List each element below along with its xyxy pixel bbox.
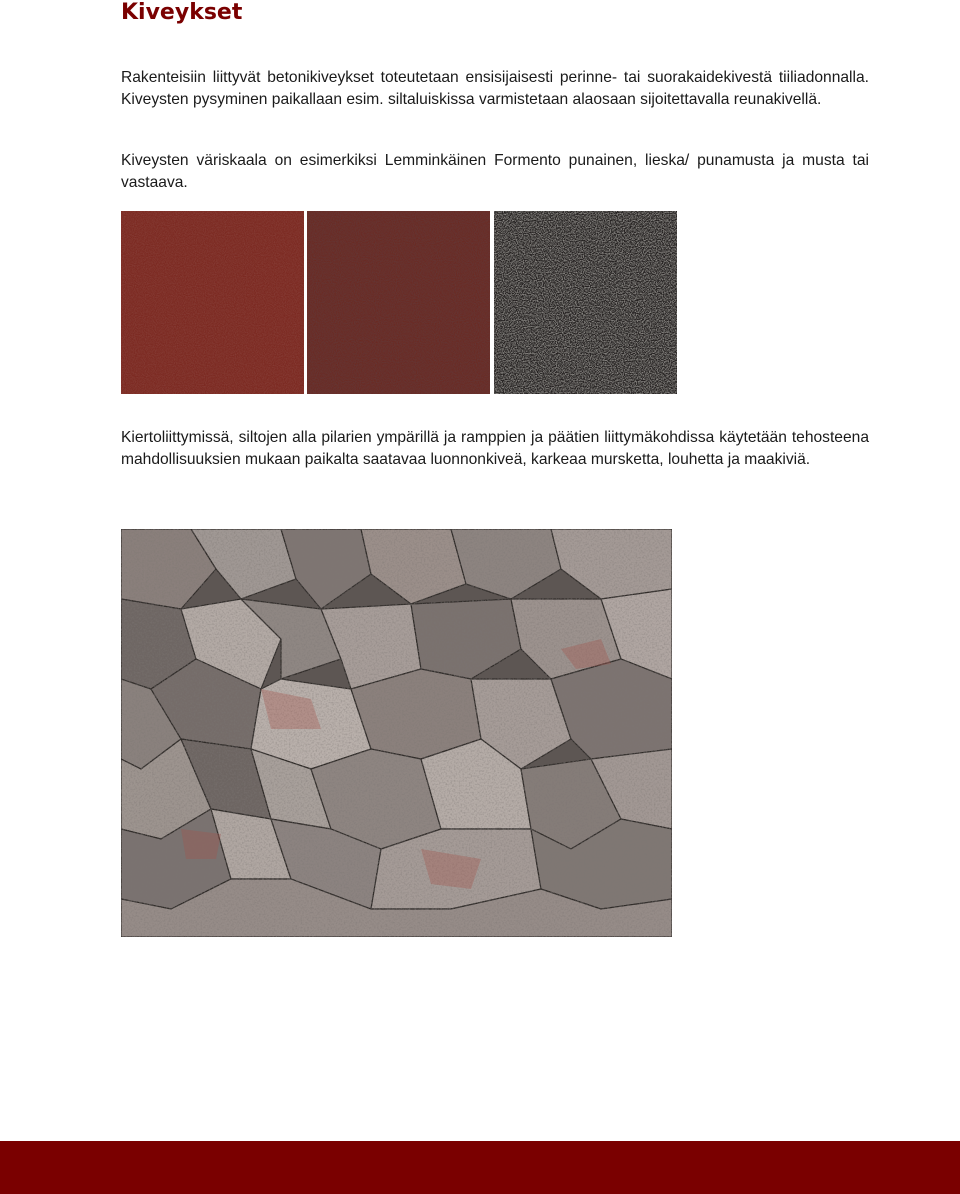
page-title: Kiveykset bbox=[121, 0, 243, 25]
swatch-flame-texture bbox=[307, 211, 490, 394]
swatch-black-paver bbox=[494, 211, 677, 394]
swatch-black-texture bbox=[494, 211, 677, 394]
rock-pile-illustration bbox=[121, 529, 672, 937]
rock-pile-photo bbox=[121, 529, 672, 937]
swatch-red-texture bbox=[121, 211, 304, 394]
paragraph-variskaala: Kiveysten väriskaala on esimerkiksi Lemminkäinen Formento punainen, lieska/ punamusta ja musta tai vastaava. bbox=[121, 152, 869, 191]
swatch-red-paver bbox=[121, 211, 304, 394]
paragraph-luonnonkivi: Kiertoliittymissä, siltojen alla pilarien ympärillä ja ramppien ja päätien liittymäkohdissa käytetään tehosteena mahdollisuuksien mukaan paikalta saatavaa luonnonkiveä, karkeaa mursketta, louhetta ja maakiviä. bbox=[121, 429, 869, 468]
swatch-flame-paver bbox=[307, 211, 490, 394]
footer-bar bbox=[0, 1141, 960, 1194]
paragraph-betonikiveykset: Rakenteisiin liittyvät betonikiveykset toteutetaan ensisijaisesti perinne- tai suorakaidekivestä tiiliadonnalla. Kiveysten pysyminen paikallaan esim. siltaluiskissa varmistetaan alaosaan sijoitettavalla reunakivellä. bbox=[121, 69, 869, 108]
